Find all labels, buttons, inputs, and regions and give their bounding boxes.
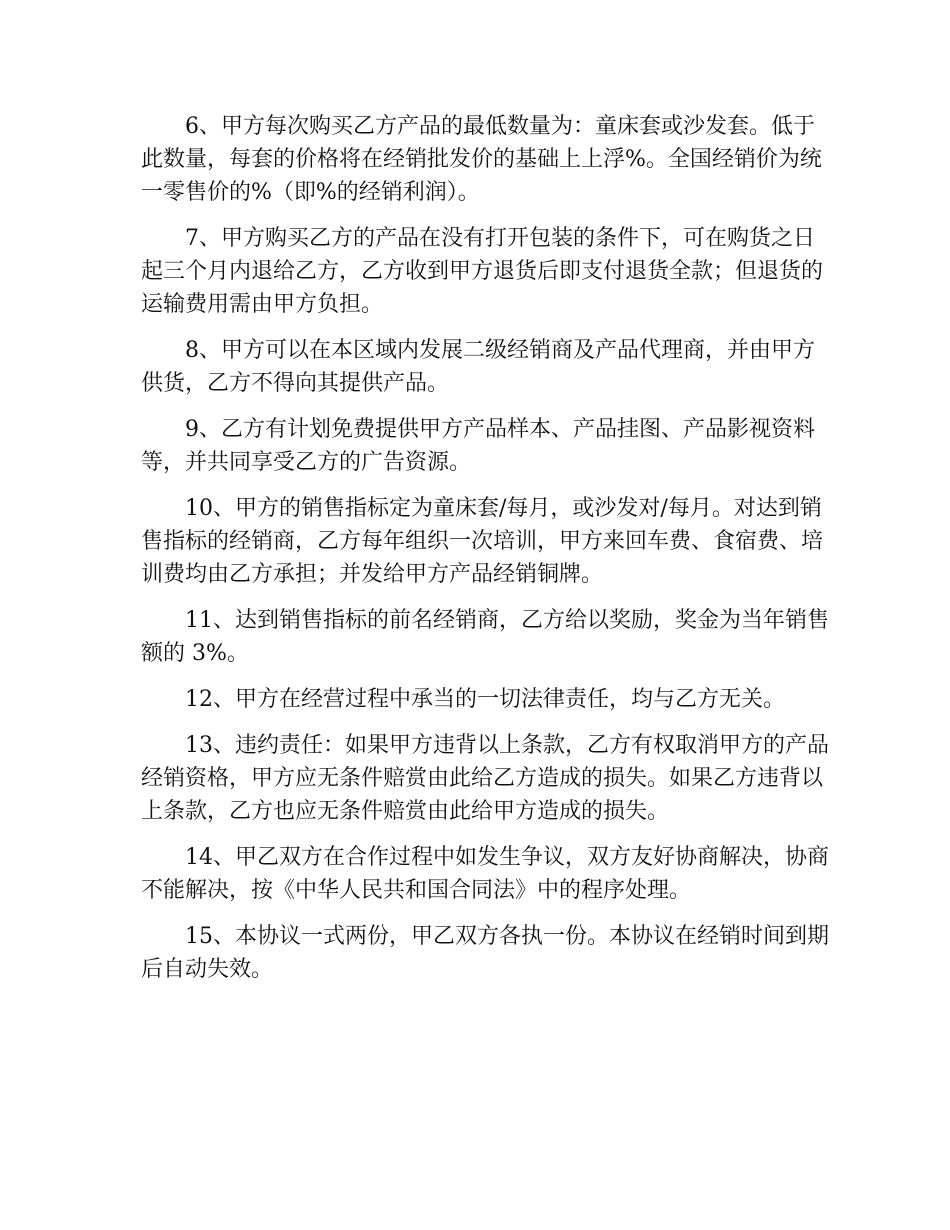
clause-6: 6、甲方每次购买乙方产品的最低数量为：童床套或沙发套。低于此数量，每套的价格将在经销批发价的基础上上浮%。全国经销价为统一零售价的%（即%的经销利润）。 <box>141 114 822 205</box>
clause-13: 13、违约责任：如果甲方违背以上条款，乙方有权取消甲方的产品经销资格，甲方应无条件赔赏由此给乙方造成的损失。如果乙方违背以上条款，乙方也应无条件赔赏由此给甲方造成的损失。 <box>141 733 829 824</box>
clause-8: 8、甲方可以在本区域内发展二级经销商及产品代理商，并由甲方供货，乙方不得向其提供产品。 <box>141 338 815 396</box>
clause-14: 14、甲乙双方在合作过程中如发生争议，双方友好协商解决，协商不能解决，按《中华人民共和国合同法》中的程序处理。 <box>141 845 829 903</box>
clause-10: 10、甲方的销售指标定为童床套/每月，或沙发对/每月。对达到销售指标的经销商，乙方每年组织一次培训，甲方来回车费、食宿费、培训费均由乙方承担；并发给甲方产品经销铜牌。 <box>141 496 824 587</box>
clause-11: 11、达到销售指标的前名经销商，乙方给以奖励，奖金为当年销售额的 3%。 <box>141 608 829 666</box>
clause-12: 12、甲方在经营过程中承当的一切法律责任，均与乙方无关。 <box>185 687 785 712</box>
clause-15: 15、本协议一式两份，甲乙双方各执一份。本协议在经销时间到期后自动失效。 <box>141 924 829 982</box>
document-body <box>141 110 831 999</box>
clause-9: 9、乙方有计划免费提供甲方产品样本、产品挂图、产品影视资料等，并共同享受乙方的广告资源。 <box>141 417 815 475</box>
clause-7: 7、甲方购买乙方的产品在没有打开包装的条件下，可在购货之日起三个月内退给乙方，乙方收到甲方退货后即支付退货全款；但退货的运输费用需由甲方负担。 <box>141 226 824 317</box>
